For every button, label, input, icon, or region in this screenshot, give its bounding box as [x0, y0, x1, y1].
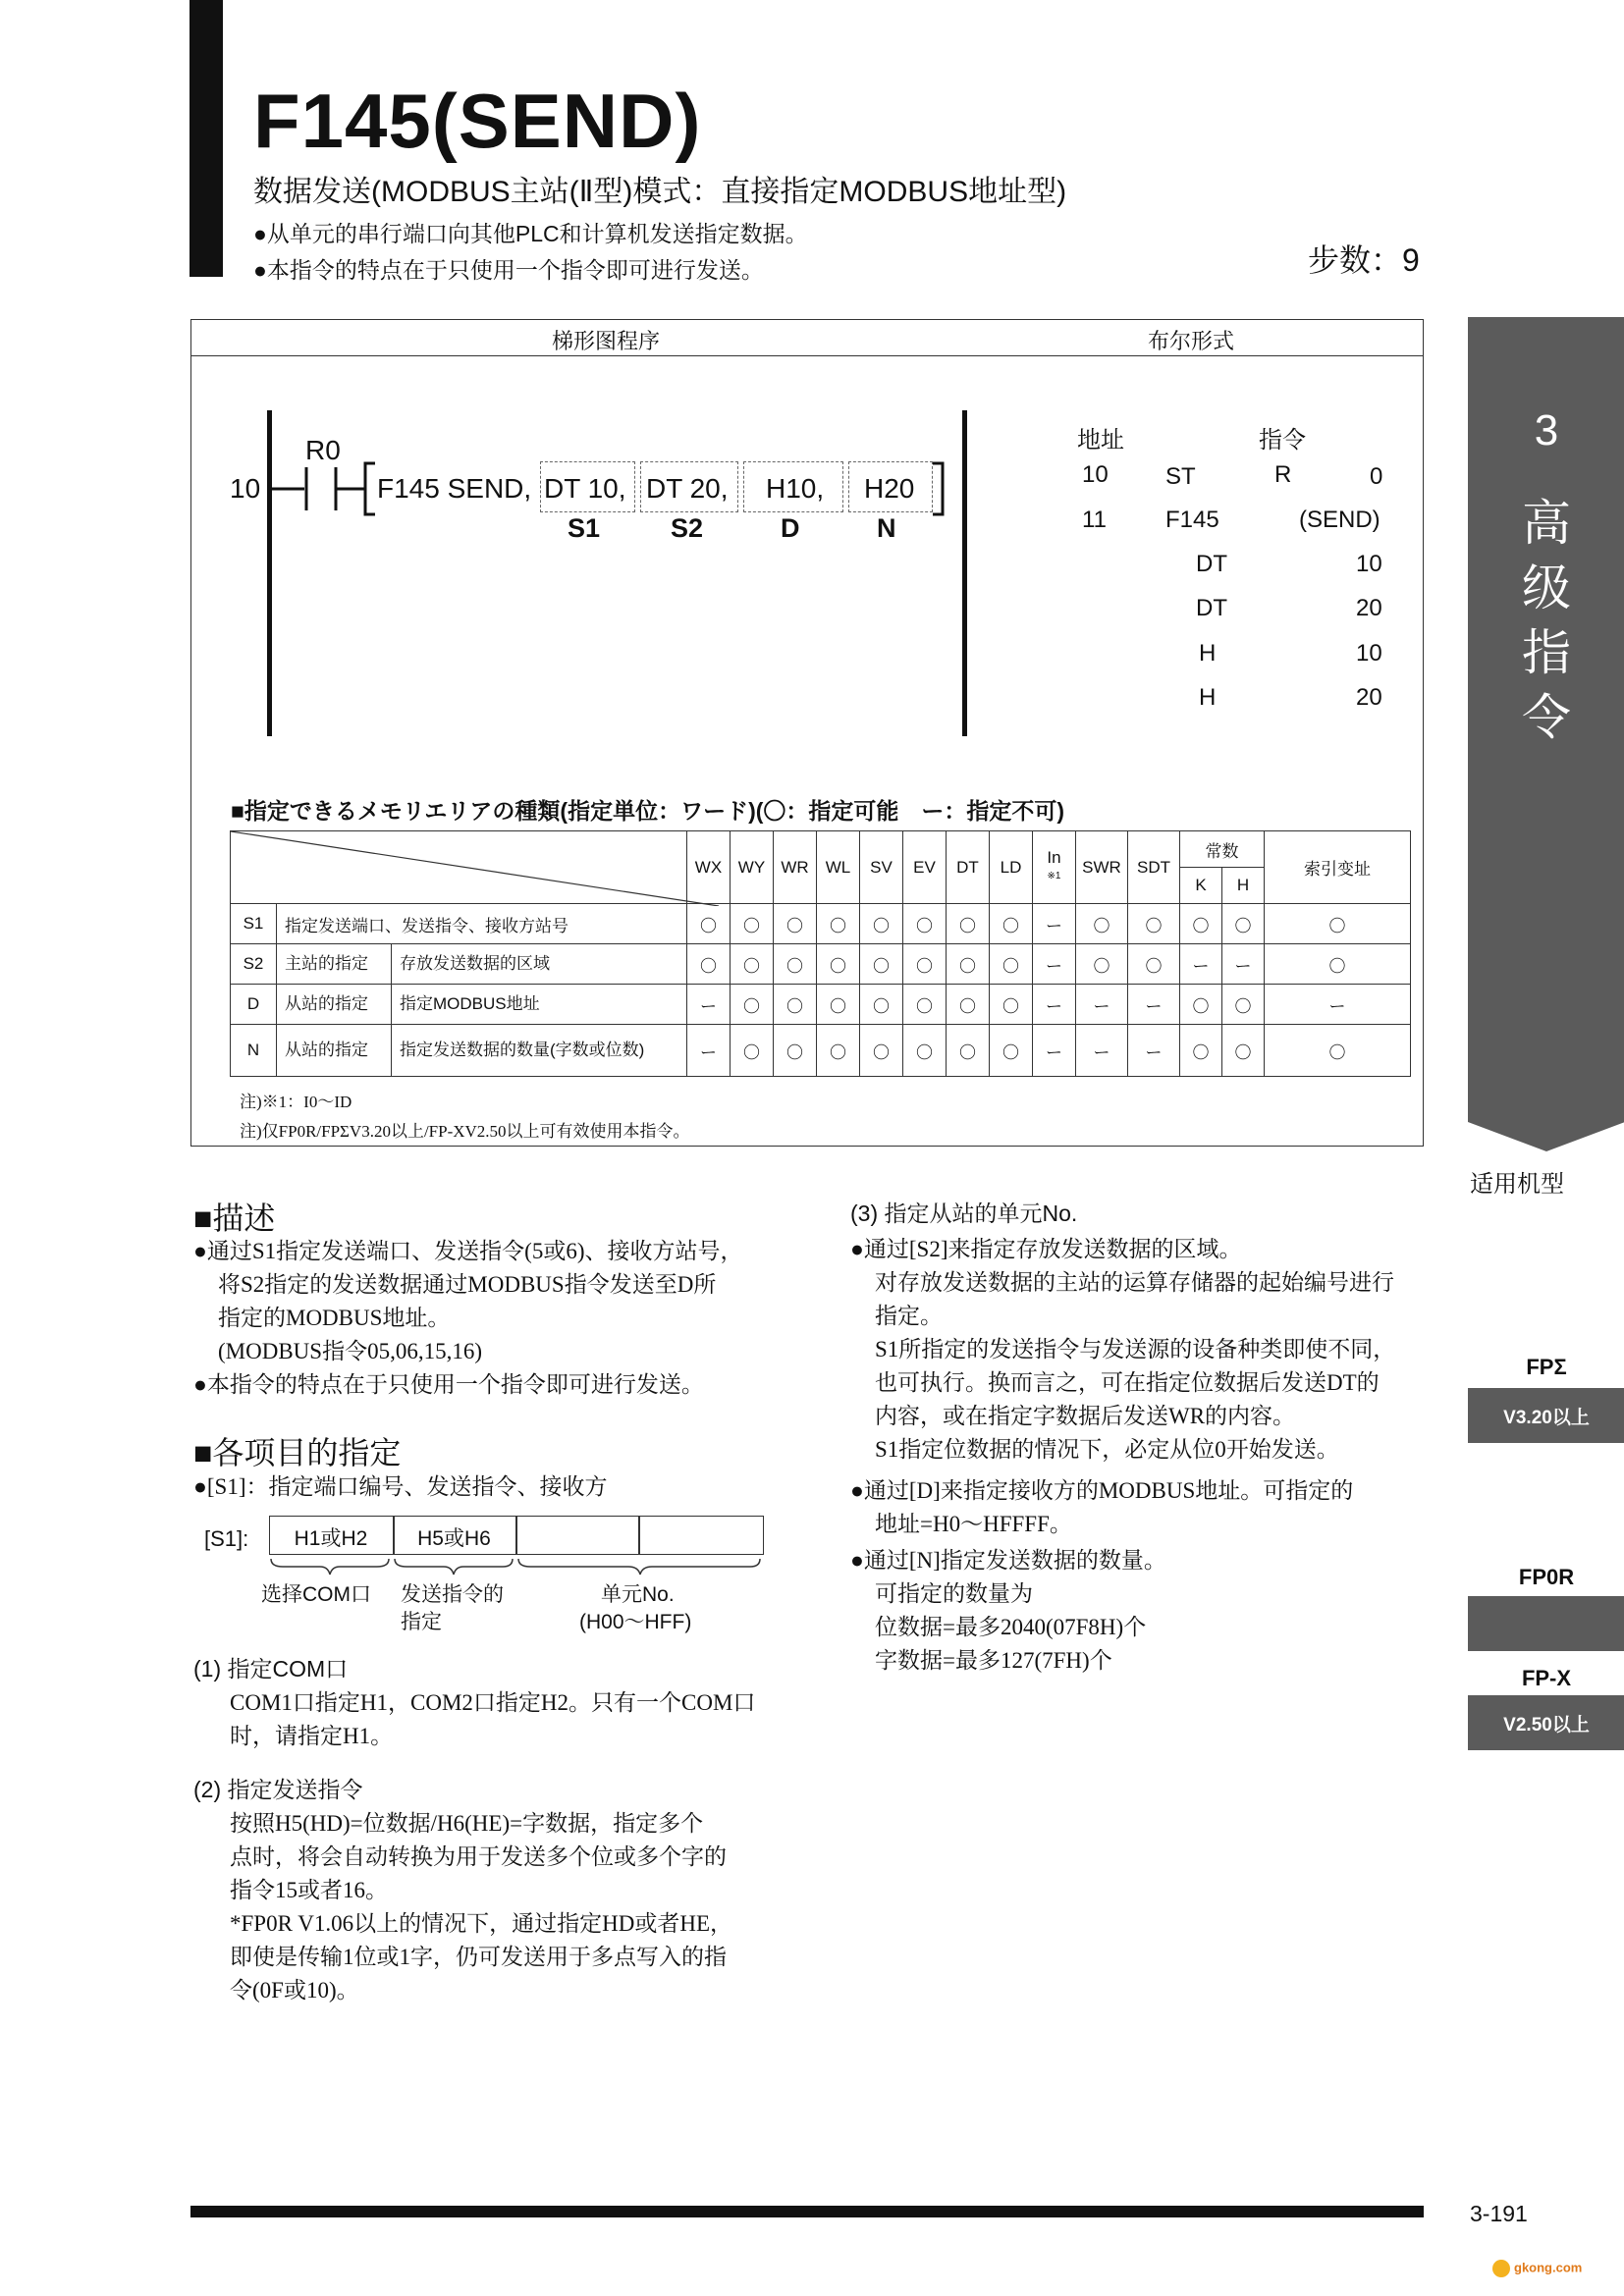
col-wy: WY	[731, 831, 774, 904]
s2-line: 指定。	[875, 1304, 943, 1328]
table-row	[231, 985, 1411, 1025]
bool-r2-dev: DT	[1196, 551, 1227, 577]
operand-s1-label: S1	[568, 513, 601, 543]
s1-caption-unit-1: 单元No.	[601, 1583, 675, 1606]
header-bullet-2: ●本指令的特点在于只使用一个指令即可进行发送。	[253, 257, 764, 283]
cell: 〇	[1222, 1025, 1265, 1077]
s1-divider	[515, 1516, 517, 1555]
footer-rule	[190, 2206, 1424, 2217]
table-row	[231, 944, 1411, 985]
col-wr: WR	[774, 831, 817, 904]
s1-cell-com: H1或H2	[294, 1527, 368, 1550]
item-2-heading: (2) 指定发送指令	[193, 1777, 363, 1802]
item-3-heading: (3) 指定从站的单元No.	[850, 1201, 1078, 1226]
table-row	[231, 1025, 1411, 1077]
row-operand: S2	[231, 944, 277, 985]
operand-s2-label: S2	[671, 513, 704, 543]
boolean-heading: 布尔形式	[1148, 329, 1235, 353]
cell: 〇	[1180, 1025, 1222, 1077]
cell: 〇	[947, 944, 990, 985]
cell: 〇	[1265, 1025, 1411, 1077]
bool-r5-dev: H	[1199, 684, 1217, 711]
n-line: 字数据=最多127(7FH)个	[875, 1648, 1112, 1673]
table-note-2: 注)仅FP0R/FPΣV3.20以上/FP-XV2.50以上可有效使用本指令。	[240, 1122, 690, 1141]
s1-braces	[263, 1557, 766, 1576]
cell: 〇	[903, 985, 947, 1025]
cell: 〇	[947, 1025, 990, 1077]
cell: ー	[1076, 1025, 1128, 1077]
chapter-title	[1468, 491, 1624, 750]
cell: 〇	[817, 944, 860, 985]
s2-description	[850, 1233, 1395, 1467]
instruction-name: F145 SEND,	[377, 473, 532, 504]
item-line: 按照H5(HD)=位数据/H6(HE)=字数据，指定多个	[230, 1811, 704, 1836]
cell: ー	[687, 1025, 731, 1077]
memory-area-table	[230, 830, 1411, 1077]
n-description	[850, 1544, 1166, 1678]
cell: ー	[1128, 985, 1180, 1025]
bool-r1-val: (SEND)	[1299, 507, 1380, 533]
model-version-fpx: V2.50以上	[1468, 1695, 1624, 1750]
bool-r0-addr: 10	[1082, 461, 1109, 488]
d-line: ●通过[D]来指定接收方的MODBUS地址。可指定的	[850, 1478, 1354, 1503]
s1-caption-cmd-2: 指定	[401, 1611, 442, 1633]
cell: 〇	[903, 904, 947, 944]
models-label: 适用机型	[1470, 1171, 1564, 1198]
item-line: 时，请指定H1。	[230, 1724, 394, 1748]
table-note-1: 注)※1：I0～ID	[240, 1093, 352, 1111]
desc-line: ●本指令的特点在于只使用一个指令即可进行发送。	[193, 1372, 704, 1397]
cell: 〇	[990, 985, 1033, 1025]
operand-n-label: N	[877, 513, 896, 543]
description-heading: ■描述	[193, 1201, 276, 1236]
cell: 〇	[990, 1025, 1033, 1077]
cell: 〇	[817, 1025, 860, 1077]
item-line: COM1口指定H1，COM2口指定H2。只有一个COM口	[230, 1690, 756, 1715]
col-index: 索引变址	[1265, 831, 1411, 904]
contact-label: R0	[305, 435, 341, 465]
table-corner-cell	[231, 831, 687, 904]
cell: ー	[1076, 985, 1128, 1025]
instruction-box-header	[190, 319, 1424, 356]
col-constant: 常数	[1180, 831, 1265, 868]
row-desc-2: 指定发送数据的数量(字数或位数)	[400, 1041, 645, 1059]
cell: 〇	[731, 1025, 774, 1077]
bool-r2-val: 10	[1356, 551, 1382, 577]
page-number: 3-191	[1470, 2201, 1528, 2226]
s1-divider	[638, 1516, 640, 1555]
n-line: 位数据=最多2040(07F8H)个	[875, 1615, 1147, 1639]
row-desc: 指定发送端口、发送指令、接收方站号	[277, 904, 687, 944]
cell: 〇	[1180, 985, 1222, 1025]
cell: ー	[1180, 944, 1222, 985]
col-in-note: ※1	[1047, 871, 1061, 881]
col-wl: WL	[817, 831, 860, 904]
row-operand: D	[231, 985, 277, 1025]
bool-r1-addr: 11	[1082, 507, 1107, 533]
col-ev: EV	[903, 831, 947, 904]
bool-r1-op: F145	[1165, 507, 1219, 533]
cell: 〇	[687, 944, 731, 985]
cell: ー	[1033, 985, 1076, 1025]
cell: 〇	[774, 904, 817, 944]
cell: 〇	[860, 985, 903, 1025]
chapter-char: 级	[1522, 561, 1571, 615]
bool-r4-val: 10	[1356, 640, 1382, 667]
s1-label: [S1]:	[204, 1526, 249, 1551]
ladder-address: 10	[230, 473, 261, 504]
cell: 〇	[990, 944, 1033, 985]
cell: ー	[1033, 1025, 1076, 1077]
row-desc-2: 指定MODBUS地址	[400, 994, 540, 1013]
watermark-text: gkong.com	[1514, 2260, 1583, 2275]
s2-line: S1指定位数据的情况下，必定从位0开始发送。	[875, 1437, 1339, 1462]
cell: 〇	[947, 985, 990, 1025]
col-wx: WX	[687, 831, 731, 904]
corner-diagonal	[231, 831, 719, 906]
s2-line: 内容，或在指定字数据后发送WR的内容。	[875, 1404, 1296, 1428]
cell: 〇	[1265, 944, 1411, 985]
bool-r4-dev: H	[1199, 640, 1217, 667]
table-row	[231, 904, 1411, 944]
title-accent-bar	[189, 0, 223, 277]
col-dt: DT	[947, 831, 990, 904]
s2-line: S1所指定的发送指令与发送源的设备种类即使不同，	[875, 1337, 1396, 1362]
bool-r0-dev: R	[1274, 461, 1292, 488]
watermark	[1492, 2260, 1582, 2277]
n-line: 可指定的数量为	[875, 1581, 1033, 1606]
cell: 〇	[1265, 904, 1411, 944]
col-k: K	[1180, 868, 1222, 904]
cell: 〇	[1076, 944, 1128, 985]
ladder-heading: 梯形图程序	[552, 329, 661, 353]
header-bullet-1: ●从单元的串行端口向其他PLC和计算机发送指定数据。	[253, 221, 808, 246]
cell: ー	[1222, 944, 1265, 985]
cell: 〇	[817, 904, 860, 944]
cell: 〇	[990, 904, 1033, 944]
s2-line: ●通过[S2]来指定存放发送数据的区域。	[850, 1237, 1242, 1261]
description-body	[193, 1235, 743, 1402]
col-swr: SWR	[1076, 831, 1128, 904]
operand-n-value: H20	[864, 473, 915, 504]
item-line: 指令15或者16。	[230, 1878, 388, 1902]
chapter-char: 指	[1522, 625, 1571, 680]
s1-cell-cmd: H5或H6	[417, 1527, 491, 1550]
cell: 〇	[903, 944, 947, 985]
chapter-char: 高	[1522, 496, 1571, 551]
chapter-number: 3	[1534, 406, 1559, 454]
row-desc-1: 从站的指定	[277, 985, 392, 1024]
s1-caption-unit-2: (H00～HFF)	[579, 1611, 692, 1633]
cell: 〇	[731, 944, 774, 985]
cell: 〇	[817, 985, 860, 1025]
cell: ー	[1265, 985, 1411, 1025]
left-power-rail	[267, 410, 272, 736]
desc-line: (MODBUS指令05,06,15,16)	[218, 1339, 482, 1363]
cell: 〇	[1128, 944, 1180, 985]
bool-r0-val: 0	[1370, 463, 1383, 490]
row-desc-1: 主站的指定	[277, 944, 392, 984]
operand-s2-value: DT 20,	[646, 473, 729, 504]
cell: 〇	[860, 944, 903, 985]
cell: ー	[1033, 944, 1076, 985]
bool-r3-dev: DT	[1196, 595, 1227, 621]
item-line: 即使是传输1位或1字，仍可发送用于多点写入的指	[230, 1945, 727, 1969]
row-desc-2: 存放发送数据的区域	[400, 954, 550, 973]
cell: 〇	[1076, 904, 1128, 944]
row-operand: S1	[231, 904, 277, 944]
row-desc	[277, 944, 687, 985]
desc-line: 将S2指定的发送数据通过MODBUS指令发送至D所	[218, 1272, 717, 1297]
model-name-fpsigma: FPΣ	[1526, 1355, 1567, 1379]
s1-caption-cmd-1: 发送指令的	[401, 1583, 504, 1606]
cell: ー	[687, 985, 731, 1025]
col-in	[1033, 831, 1076, 904]
cell: 〇	[1222, 904, 1265, 944]
cell: 〇	[860, 1025, 903, 1077]
cell: 〇	[1222, 985, 1265, 1025]
memory-table-caption: ■指定できるメモリエリアの種類(指定単位：ワード)(〇：指定可能 ー：指定不可)	[231, 798, 1065, 824]
desc-line: ●通过S1指定发送端口、发送指令(5或6)、接收方站号，	[193, 1239, 743, 1263]
col-sdt: SDT	[1128, 831, 1180, 904]
model-name-fpx: FP-X	[1521, 1666, 1572, 1690]
page-subtitle: 数据发送(MODBUS主站(Ⅱ型)模式：直接指定MODBUS地址型)	[253, 176, 1067, 208]
d-description	[850, 1474, 1353, 1541]
bool-r3-val: 20	[1356, 595, 1382, 621]
page-title: F145(SEND)	[253, 78, 702, 164]
col-h: H	[1222, 868, 1265, 904]
item-line: *FP0R V1.06以上的情况下，通过指定HD或者HE，	[230, 1911, 732, 1936]
items-heading: ■各项目的指定	[193, 1435, 402, 1470]
item-2-body	[230, 1807, 732, 2007]
operand-d-label: D	[781, 513, 800, 543]
item-line: 令(0F或10)。	[230, 1978, 359, 2002]
row-operand: N	[231, 1025, 277, 1077]
model-version-fpsigma: V3.20以上	[1468, 1388, 1624, 1443]
row-desc-1: 从站的指定	[277, 1025, 392, 1076]
bool-r0-op: ST	[1165, 463, 1196, 490]
desc-line: 指定的MODBUS地址。	[218, 1306, 451, 1330]
cell: 〇	[860, 904, 903, 944]
operand-d-value: H10,	[766, 473, 825, 504]
cell: 〇	[1128, 904, 1180, 944]
d-line: 地址=H0～HFFFF。	[875, 1512, 1072, 1536]
bool-r5-val: 20	[1356, 684, 1382, 711]
item-1-body	[230, 1686, 755, 1753]
row-desc	[277, 985, 687, 1025]
chapter-char: 令	[1522, 690, 1571, 745]
cell: 〇	[774, 985, 817, 1025]
right-power-rail	[962, 410, 967, 736]
cell: 〇	[903, 1025, 947, 1077]
model-name-fp0r: FP0R	[1518, 1565, 1575, 1589]
s2-line: 也可执行。换而言之，可在指定位数据后发送DT的	[875, 1370, 1380, 1395]
s1-caption-com: 选择COM口	[261, 1583, 371, 1606]
row-desc	[277, 1025, 687, 1077]
s1-intro: ●[S1]：指定端口编号、发送指令、接收方	[193, 1474, 608, 1499]
operand-s1-value: DT 10,	[544, 473, 626, 504]
model-version-fp0r	[1468, 1596, 1624, 1651]
cell: 〇	[774, 944, 817, 985]
item-1-heading: (1) 指定COM口	[193, 1656, 349, 1682]
cell: ー	[1033, 904, 1076, 944]
step-count: 步数：9	[1308, 242, 1420, 278]
cell: 〇	[774, 1025, 817, 1077]
col-in-label: In	[1047, 848, 1061, 867]
cell: 〇	[1180, 904, 1222, 944]
watermark-icon	[1492, 2260, 1510, 2277]
col-ld: LD	[990, 831, 1033, 904]
boolean-col-instruction: 指令	[1259, 427, 1306, 454]
boolean-col-address: 地址	[1077, 427, 1124, 454]
cell: 〇	[731, 985, 774, 1025]
cell: 〇	[947, 904, 990, 944]
s2-line: 对存放发送数据的主站的运算存储器的起始编号进行	[875, 1270, 1394, 1295]
n-line: ●通过[N]指定发送数据的数量。	[850, 1548, 1166, 1573]
item-line: 点时，将会自动转换为用于发送多个位或多个字的	[230, 1844, 727, 1869]
cell: 〇	[731, 904, 774, 944]
cell: 〇	[687, 904, 731, 944]
cell: ー	[1128, 1025, 1180, 1077]
col-sv: SV	[860, 831, 903, 904]
